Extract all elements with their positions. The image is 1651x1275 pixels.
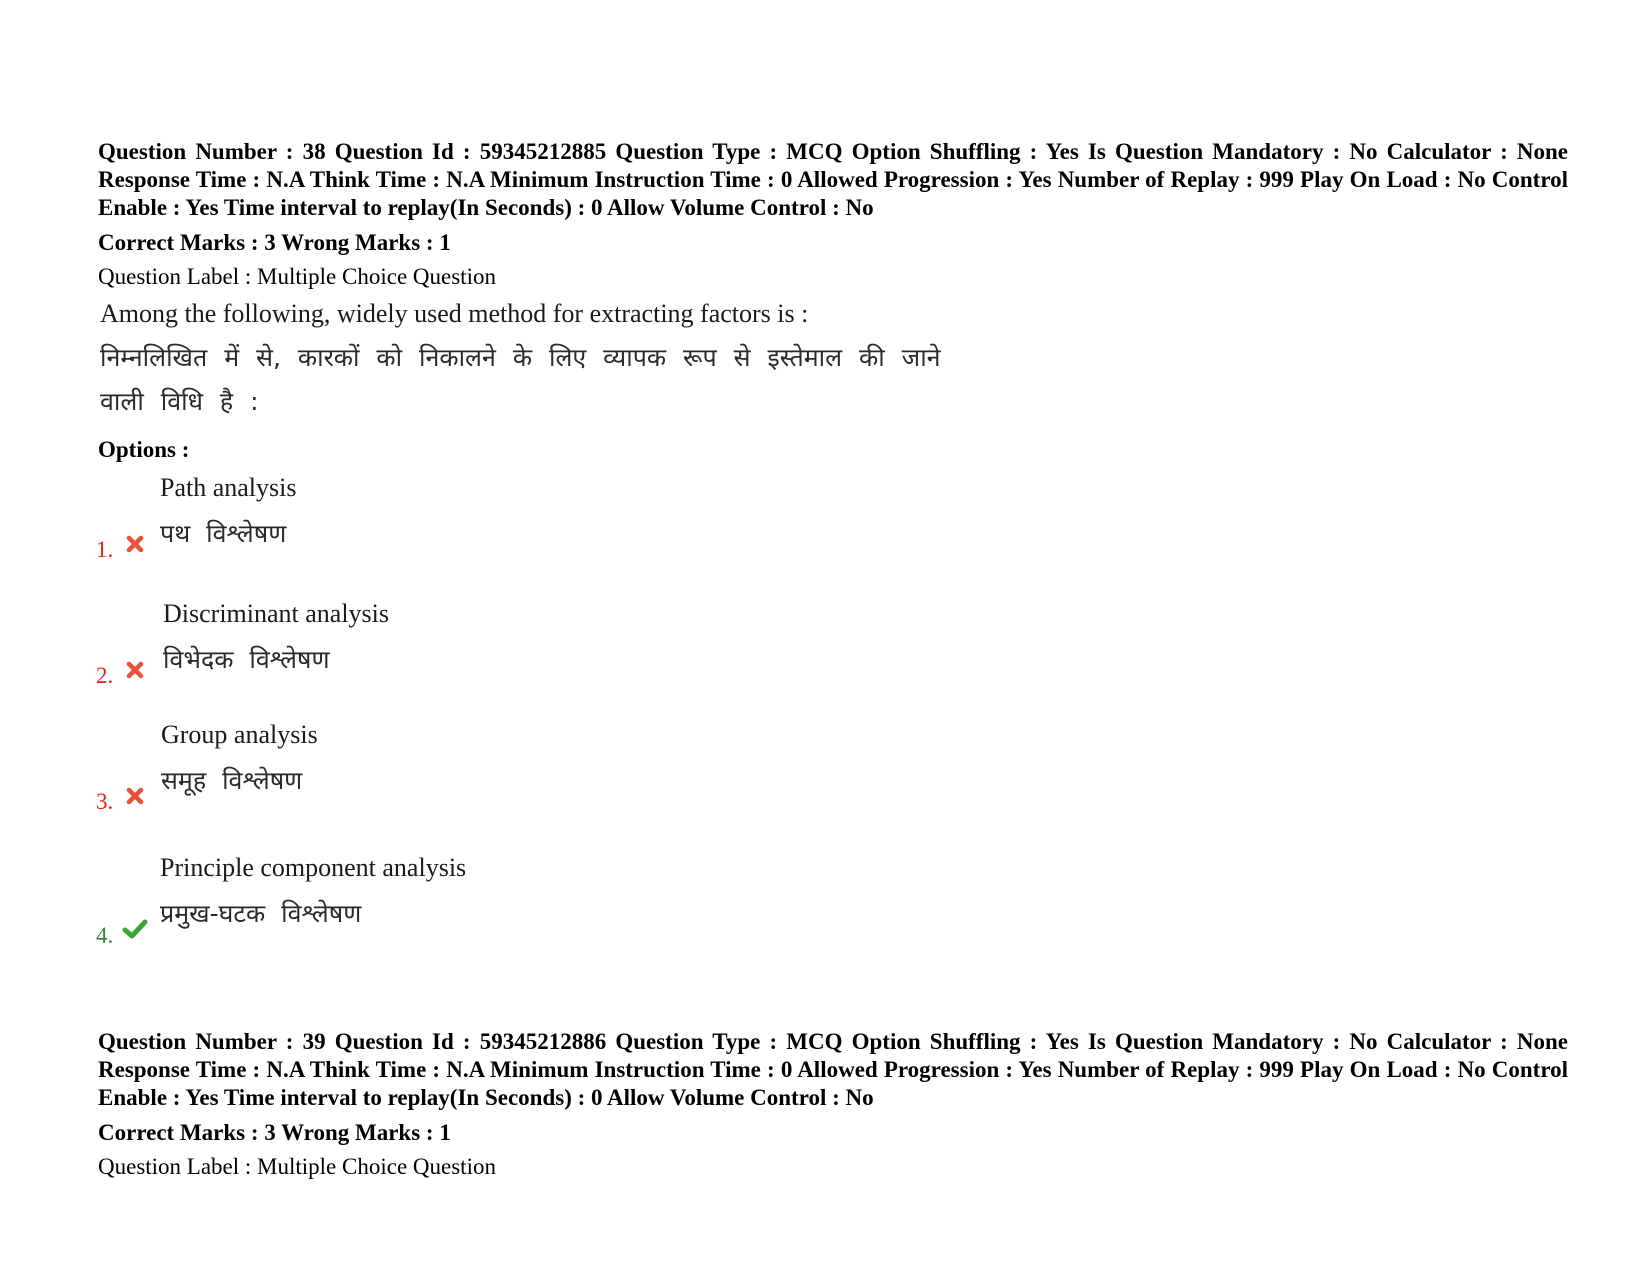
option-3-text-en: Group analysis [161, 720, 318, 749]
cross-icon [124, 659, 146, 681]
cross-icon [124, 785, 146, 807]
question-38-label: Question Label : Multiple Choice Question [98, 264, 496, 289]
question-38-meta: Question Number : 38 Question Id : 59345212885 Question Type : MCQ Option Shuffling : Yes Is Question Mandatory : No Calculator : None Response Time : N.A Think Time : N.A Minimum Instruction Time : 0 Allowed Progression : Yes Number of Replay : 999 Play On Load : No Control Enable : Yes Time interval to replay(In Seconds) : 0 Allow Volume Control : No [98, 139, 1568, 220]
cross-icon [124, 533, 146, 555]
options-heading: Options : [98, 437, 190, 462]
question-38-text-en: Among the following, widely used method for extracting factors is : [100, 299, 809, 328]
option-1-text-hi: पथ विश्लेषण [160, 519, 287, 548]
option-4-text-en: Principle component analysis [160, 853, 467, 882]
question-38-marks: Correct Marks : 3 Wrong Marks : 1 [98, 230, 451, 255]
option-4-text-hi: प्रमुख-घटक विश्लेषण [160, 899, 362, 928]
question-39-meta: Question Number : 39 Question Id : 59345212886 Question Type : MCQ Option Shuffling : Yes Is Question Mandatory : No Calculator : None Response Time : N.A Think Time : N.A Minimum Instruction Time : 0 Allowed Progression : Yes Number of Replay : 999 Play On Load : No Control Enable : Yes Time interval to replay(In Seconds) : 0 Allow Volume Control : No [98, 1029, 1568, 1110]
option-2-text-hi: विभेदक विश्लेषण [163, 645, 330, 674]
option-2-text-en: Discriminant analysis [163, 599, 390, 628]
option-3-text-hi: समूह विश्लेषण [161, 766, 303, 795]
question-38-text-hi-line2: वाली विधि है : [100, 387, 259, 416]
check-icon [122, 918, 148, 940]
question-39-label: Question Label : Multiple Choice Question [98, 1154, 496, 1179]
question-38-text-hi-line1: निम्नलिखित में से, कारकों को निकालने के लिए व्यापक रूप से इस्तेमाल की जाने [100, 343, 941, 372]
option-1-text-en: Path analysis [160, 473, 297, 502]
option-2-number: 2. [96, 663, 114, 688]
option-4-number: 4. [96, 923, 114, 948]
option-3-number: 3. [96, 789, 114, 814]
question-39-marks: Correct Marks : 3 Wrong Marks : 1 [98, 1120, 451, 1145]
option-1-number: 1. [96, 537, 114, 562]
